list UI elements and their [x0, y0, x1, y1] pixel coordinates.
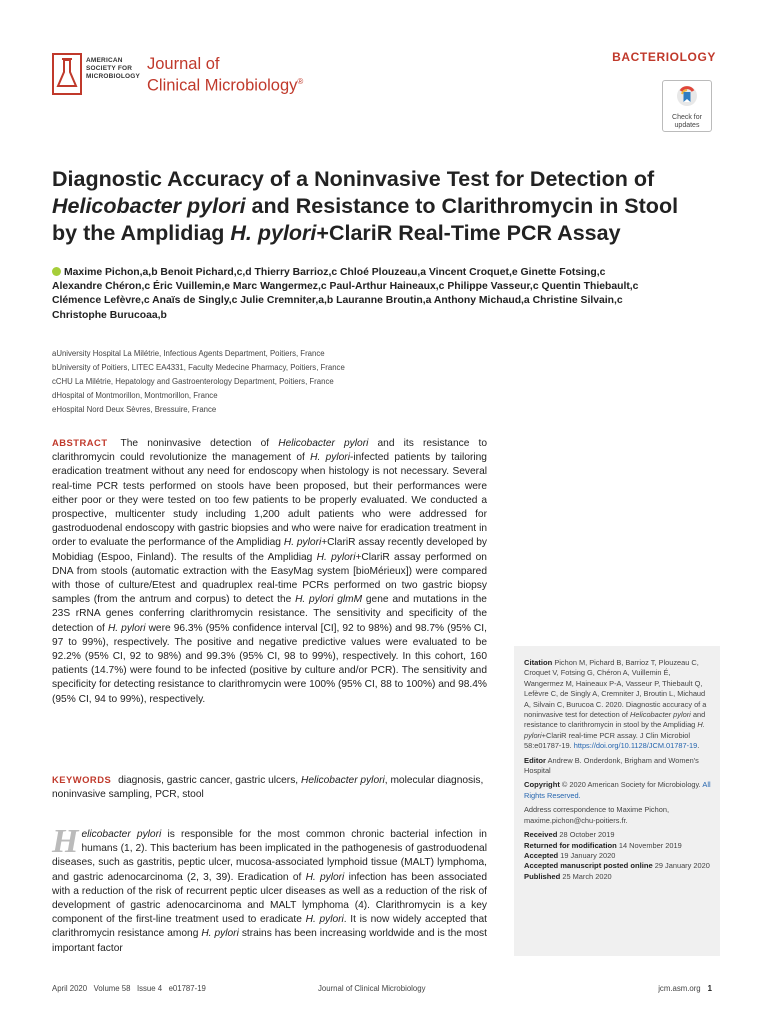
affiliations [52, 347, 652, 417]
accepted-date: Accepted 19 January 2020 [524, 850, 616, 860]
drop-cap: H [52, 823, 79, 860]
section-label: BACTERIOLOGY [612, 50, 716, 64]
correspondence: Address correspondence to Maxime Pichon, maxime.pichon@chu-poitiers.fr. [524, 805, 670, 825]
page-number: 1 [707, 984, 712, 993]
orcid-icon[interactable] [52, 267, 61, 276]
doi-link[interactable]: https://doi.org/10.1128/JCM.01787-19 [573, 741, 698, 751]
keywords-label: KEYWORDS [52, 774, 112, 785]
journal-name: Journal of Clinical Microbiology® [147, 55, 304, 95]
article-title: Diagnostic Accuracy of a Noninvasive Test for Detection of Helicobacter pylori and Resistance to Clarithromycin in Stool by the Amplidiag H. pylori+ClariR Real-Time PCR Assay [52, 167, 679, 245]
author-list: Maxime Pichon,a,b Benoit Pichard,c,d Thierry Barrioz,c Chloé Plouzeau,a Vincent Croquet,e Ginette Fotsing,c Alexandre Chéron,c Éric Vuillemin,e Marc Wangermez,c Paul-Arthur Haineaux,c Philippe Vasseur,c Quentin Thiebault,c Clémence Lefèvre,c Anaïs de Singly,c Julie Cremniter,a,b Lauranne Broutin,a Anthony Michaud,a Christine Silvain,c Christophe Burucoaa,b [52, 267, 639, 321]
footer-journal: Journal of Clinical Microbiology [318, 984, 426, 993]
affiliation: cCHU La Milétrie, Hepatology and Gastroenterology Department, Poitiers, France [52, 377, 334, 386]
site-link[interactable]: jcm.asm.org [658, 984, 701, 993]
returned-date: Returned for modification 14 November 2019 [524, 840, 682, 850]
check-for-updates-badge[interactable] [662, 80, 712, 132]
affiliation: aUniversity Hospital La Milétrie, Infectious Agents Department, Poitiers, France [52, 349, 325, 358]
body-text: Helicobacter pylori is responsible for the most common chronic bacterial infection in humans (1, 2). This bacterium has been implicated in the pathogenesis of gastroduodenal diseases, such as gastritis, peptic ulcer, mucosa-associated lymphoid tissue (MALT) lymphoma, and gastric adenocarcinoma (2, 3, 39). Eradication of H. pylori infection has been associated with a reduction of the risk of recurrent peptic ulcer diseases as well as a reduction of the risk of development of gastric adenocarcinoma and MALT lymphoma (4). Clarithromycin is a key component of the first-line treatment used to eradicate H. pylori. It is now widely accepted that clarithromycin resistance among H. pylori strains has been increasing worldwide and is the most important factor [52, 823, 487, 954]
editor-block: Editor Andrew B. Onderdonk, Brigham and Women's Hospital [524, 755, 699, 776]
updates-bookmark-icon [676, 85, 698, 107]
keywords: KEYWORDS diagnosis, gastric cancer, gastric ulcers, Helicobacter pylori, molecular diagnosis, noninvasive sampling, PCR, stool [52, 774, 484, 801]
abstract: ABSTRACT The noninvasive detection of Helicobacter pylori and its resistance to clarithromycin could revolutionize the management of H. pylori-infected patients by tailoring eradication treatment without any need for endoscopy when histology is not necessary. Several real-time PCR tests performed on stools have been proposed, but their performances were either poor or they were tested on too few patients to be properly evaluated. We conducted a prospective, multicenter study including 1,200 adult patients who were addressed for gastroduodenal endoscopy with gastric biopsies and who were naive for eradication treatment in order to evaluate the performance of the Amplidiag H. pylori+ClariR assay recently developed by Mobidiag (Espoo, Finland). The results of the Amplidiag H. pylori+ClariR assay performed on DNA from stools (automatic extraction with the EasyMag system [bioMérieux]) were compared with those of culture/Etest and quadruplex real-time PCRs performed on two gastric biopsy samples (from the antrum and corpus) to detect the H. pylori glmM gene and mutations in the 23S rRNA genes conferring clarithromycin resistance. The sensitivity and specificity of the detection of H. pylori were 96.3% (95% confidence interval [CI], 92 to 98%) and 98.7% (95% CI, 97 to 99%), respectively. The positive and negative predictive values were evaluated to be 92.2% (95% CI, 92 to 98%) and 99.3% (95% CI, 98 to 99%), respectively. In this cohort, 160 patients (14.7%) were found to be infected (positive by culture and/or PCR). The sensitivity and specificity for detecting resistance to clarithromycin were 100% (95% CI, 88 to 100%) and 98.4% (95% CI, 94 to 99%), respectively. [52, 437, 487, 705]
article-info-sidebar [514, 646, 720, 956]
asm-logo-icon [52, 52, 82, 96]
published-date: Published 25 March 2020 [524, 871, 612, 881]
affiliation: dHospital of Montmorillon, Montmorillon, France [52, 391, 218, 400]
copyright-block: Copyright © 2020 American Society for Microbiology. All Rights Reserved. [524, 780, 711, 800]
society-name: AMERICAN SOCIETY FOR MICROBIOLOGY [86, 57, 141, 80]
badge-label: Check for updates [672, 114, 702, 129]
rights-link[interactable]: All Rights Reserved. [524, 780, 711, 800]
footer-site [658, 984, 712, 993]
received-date: Received 28 October 2019 [524, 830, 615, 840]
citation-block: Citation Pichon M, Pichard B, Barrioz T, Plouzeau C, Croquet V, Fotsing G, Chéron A, Vuillemin É, Wangermez M, Haineaux P-A, Vasseur P, Thiebault Q, Lefèvre C, de Singly A, Cremniter J, Broutin L, Michaud A, Silvain C, Burucoa C. 2020. Diagnostic accuracy of a noninvasive test for detection of Helicobacter pylori and resistance to clarithromycin in stool by the Amplidiag H. pylori+ClariR real-time PCR assay. J Clin Microbiol 58:e01787-19. https://doi.org/10.1128/JCM.01787-19. [524, 658, 707, 751]
posted-date: Accepted manuscript posted online 29 January 2020 [524, 861, 710, 871]
affiliation: eHospital Nord Deux Sèvres, Bressuire, France [52, 405, 217, 414]
issue-info: April 2020 Volume 58 Issue 4 e01787-19 [52, 984, 206, 993]
affiliation: bUniversity of Poitiers, LITEC EA4331, Faculty Medecine Pharmacy, Poitiers, France [52, 363, 345, 372]
abstract-label: ABSTRACT [52, 437, 108, 448]
